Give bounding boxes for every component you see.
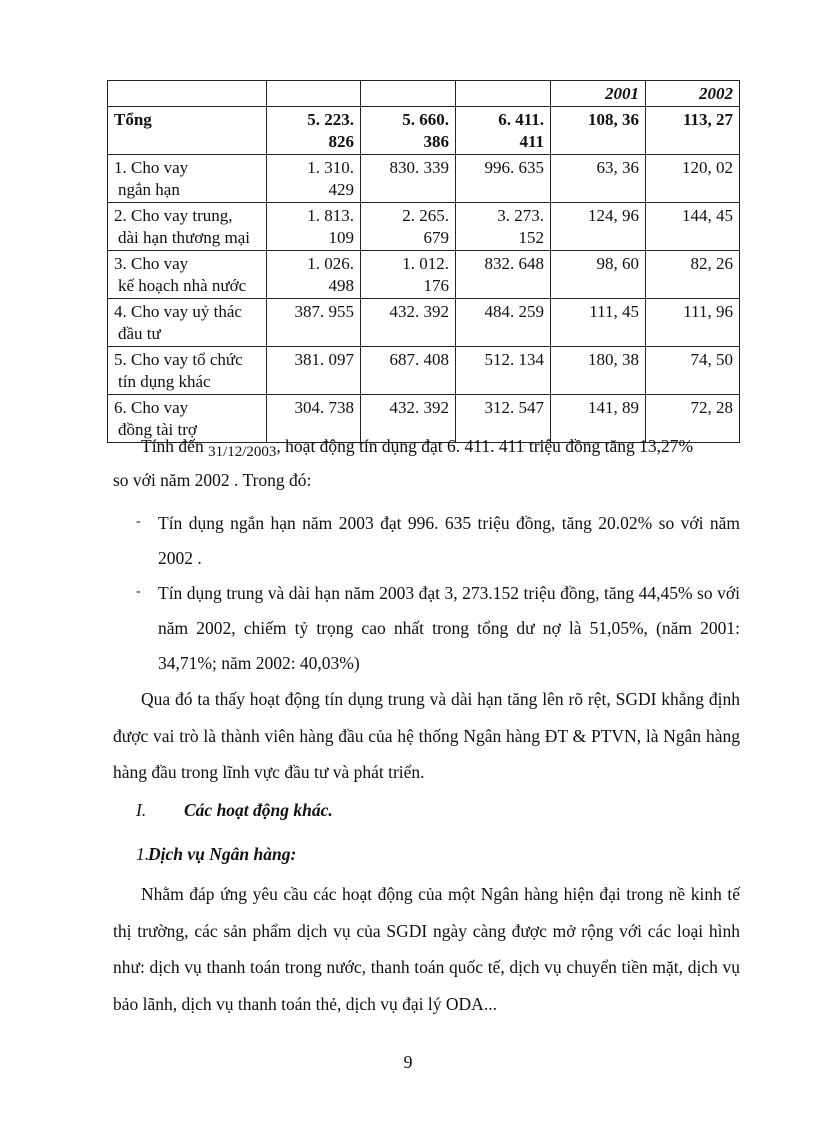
value-cell bbox=[267, 347, 361, 395]
cell-line: 5. Cho vay tổ chức bbox=[114, 350, 243, 369]
table-row bbox=[108, 347, 740, 395]
cell-line: 63, 36 bbox=[596, 158, 639, 177]
cell-line: 432. 392 bbox=[389, 398, 449, 417]
cell-line: 4. Cho vay uỷ thác bbox=[114, 302, 242, 321]
cell-line: 386 bbox=[423, 132, 449, 151]
cell-line: 1. Cho vay bbox=[114, 158, 189, 177]
header-cell-2002: 2002 bbox=[646, 81, 740, 107]
cell-line: 381. 097 bbox=[294, 350, 354, 369]
table-header-row bbox=[108, 81, 740, 107]
value-cell bbox=[267, 251, 361, 299]
table-row bbox=[108, 203, 740, 251]
ratio-2002-cell bbox=[646, 203, 740, 251]
cell-line: 3. Cho vay bbox=[114, 254, 189, 273]
table-row bbox=[108, 107, 740, 155]
page-number: 9 bbox=[403, 1052, 413, 1072]
cell-line: tín dụng khác bbox=[118, 372, 211, 391]
subsection-number: 1. bbox=[136, 844, 150, 864]
value-cell bbox=[456, 299, 551, 347]
cell-line: 484. 259 bbox=[484, 302, 544, 321]
header-cell bbox=[267, 81, 361, 107]
cell-line: 432. 392 bbox=[389, 302, 449, 321]
ratio-2001-cell bbox=[551, 107, 646, 155]
ratio-2002-cell bbox=[646, 107, 740, 155]
cell-line: 1. 813. bbox=[307, 206, 354, 225]
cell-line: 826 bbox=[328, 132, 354, 151]
ratio-2002-cell bbox=[646, 251, 740, 299]
row-label-cell bbox=[108, 155, 267, 203]
cell-line: 2. 265. bbox=[402, 206, 449, 225]
cell-line: 109 bbox=[328, 228, 354, 247]
ratio-2001-cell bbox=[551, 251, 646, 299]
cell-line: 111, 96 bbox=[683, 302, 733, 321]
cell-line: 144, 45 bbox=[682, 206, 733, 225]
value-cell bbox=[456, 203, 551, 251]
cell-line: 5. 660. bbox=[402, 110, 449, 129]
bullet-item: Tín dụng ngắn hạn năm 2003 đạt 996. 635 triệu đồng, tăng 20.02% so với năm 2002 . bbox=[158, 513, 740, 568]
table-row bbox=[108, 251, 740, 299]
cell-line: 111, 45 bbox=[589, 302, 639, 321]
value-cell bbox=[361, 203, 456, 251]
cell-line: 3. 273. bbox=[497, 206, 544, 225]
cell-line: ngắn hạn bbox=[118, 180, 180, 199]
value-cell bbox=[456, 251, 551, 299]
value-cell bbox=[267, 155, 361, 203]
ratio-2001-cell bbox=[551, 155, 646, 203]
cell-line: 124, 96 bbox=[588, 206, 639, 225]
subsection-title: Dịch vụ Ngân hàng: bbox=[148, 844, 297, 864]
cell-line: 429 bbox=[328, 180, 354, 199]
row-label-cell bbox=[108, 347, 267, 395]
cell-line: 679 bbox=[423, 228, 449, 247]
cell-line: 72, 28 bbox=[690, 398, 733, 417]
ratio-2002-cell bbox=[646, 299, 740, 347]
ratio-2001-cell bbox=[551, 299, 646, 347]
row-label-cell bbox=[108, 251, 267, 299]
cell-line: 113, 27 bbox=[682, 110, 733, 129]
value-cell bbox=[267, 203, 361, 251]
cell-line: kế hoạch nhà nước bbox=[118, 276, 247, 295]
cell-line: 687. 408 bbox=[389, 350, 449, 369]
value-cell bbox=[361, 347, 456, 395]
cell-line: dài hạn thương mại bbox=[118, 228, 250, 247]
ratio-2002-cell bbox=[646, 155, 740, 203]
cell-line: 312. 547 bbox=[484, 398, 544, 417]
cell-line: 512. 134 bbox=[484, 350, 544, 369]
cell-line: 120, 02 bbox=[682, 158, 733, 177]
header-cell-2001: 2001 bbox=[551, 81, 646, 107]
value-cell bbox=[456, 155, 551, 203]
cell-line: 1. 026. bbox=[307, 254, 354, 273]
value-cell bbox=[267, 299, 361, 347]
summary-date: 31/12/2003 bbox=[208, 444, 277, 460]
summary-line-1 bbox=[113, 433, 739, 461]
cell-line: 5. 223. bbox=[307, 110, 354, 129]
section-number: I. bbox=[136, 800, 147, 820]
cell-line: 411 bbox=[519, 132, 544, 151]
cell-line: đồng tài trợ bbox=[118, 420, 197, 439]
cell-line: 498 bbox=[328, 276, 354, 295]
value-cell bbox=[361, 251, 456, 299]
bullet-item: Tín dụng trung và dài hạn năm 2003 đạt 3, 273.152 triệu đồng, tăng 44,45% so với năm 2002, chiếm tỷ trọng cao nhất trong tổng dư nợ là 51,05%, (năm 2001: 34,71%; năm 2002: 40,03%) bbox=[158, 583, 740, 673]
cell-line: 1. 012. bbox=[402, 254, 449, 273]
cell-line: 108, 36 bbox=[588, 110, 639, 129]
conclusion-paragraph: Qua đó ta thấy hoạt động tín dụng trung và dài hạn tăng lên rõ rệt, SGDI khẳng định được vai trò là thành viên hàng đầu của hệ thống Ngân hàng ĐT & PTVN, là Ngân hàng hàng đầu trong lĩnh vực đầu tư và phát triển. bbox=[113, 689, 740, 782]
table-row bbox=[108, 155, 740, 203]
cell-line: 832. 648 bbox=[484, 254, 544, 273]
cell-line: 82, 26 bbox=[690, 254, 733, 273]
cell-line: 6. 411. bbox=[498, 110, 544, 129]
value-cell bbox=[267, 107, 361, 155]
cell-line: 2. Cho vay trung, bbox=[114, 206, 233, 225]
cell-line: 180, 38 bbox=[588, 350, 639, 369]
cell-line: 98, 60 bbox=[596, 254, 639, 273]
ratio-2001-cell bbox=[551, 203, 646, 251]
cell-line: 996. 635 bbox=[484, 158, 544, 177]
header-cell bbox=[456, 81, 551, 107]
services-paragraph: Nhằm đáp ứng yêu cầu các hoạt động của một Ngân hàng hiện đại trong nề kinh tế thị trường, các sản phẩm dịch vụ của SGDI ngày càng được mở rộng với các loại hình như: dịch vụ thanh toán trong nước, thanh toán quốc tế, dịch vụ chuyển tiền mặt, dịch vụ bảo lãnh, dịch vụ thanh toán thẻ, dịch vụ đại lý ODA... bbox=[113, 884, 740, 1014]
cell-line: 304. 738 bbox=[294, 398, 354, 417]
cell-line: 152 bbox=[518, 228, 544, 247]
ratio-2001-cell bbox=[551, 347, 646, 395]
cell-line: 830. 339 bbox=[389, 158, 449, 177]
value-cell bbox=[456, 107, 551, 155]
cell-line: 6. Cho vay bbox=[114, 398, 189, 417]
cell-line: 387. 955 bbox=[294, 302, 354, 321]
cell-line: 74, 50 bbox=[690, 350, 733, 369]
value-cell bbox=[456, 347, 551, 395]
value-cell bbox=[361, 155, 456, 203]
cell-line: đầu tư bbox=[118, 324, 161, 343]
section-title: Các hoạt động khác. bbox=[184, 800, 333, 820]
row-label-cell bbox=[108, 299, 267, 347]
bullet-mark: - bbox=[136, 584, 141, 599]
credit-table bbox=[107, 80, 740, 443]
value-cell bbox=[361, 299, 456, 347]
summary-rest: , hoạt động tín dụng đạt 6. 411. 411 triệu đồng tăng 13,27% bbox=[276, 436, 694, 456]
row-label-cell bbox=[108, 203, 267, 251]
header-cell bbox=[361, 81, 456, 107]
cell-line: 1. 310. bbox=[307, 158, 354, 177]
summary-prefix: Tính đến bbox=[141, 436, 209, 456]
summary-line-2: so với năm 2002 . Trong đó: bbox=[113, 470, 312, 490]
ratio-2002-cell bbox=[646, 347, 740, 395]
cell-line: 141, 89 bbox=[588, 398, 639, 417]
section-heading bbox=[136, 800, 333, 821]
bullet-mark: - bbox=[136, 514, 141, 529]
cell-line: Tổng bbox=[114, 110, 152, 129]
table-row bbox=[108, 299, 740, 347]
cell-line: 176 bbox=[423, 276, 449, 295]
row-label-cell bbox=[108, 107, 267, 155]
subsection-heading bbox=[136, 844, 296, 865]
header-cell bbox=[108, 81, 267, 107]
value-cell bbox=[361, 107, 456, 155]
